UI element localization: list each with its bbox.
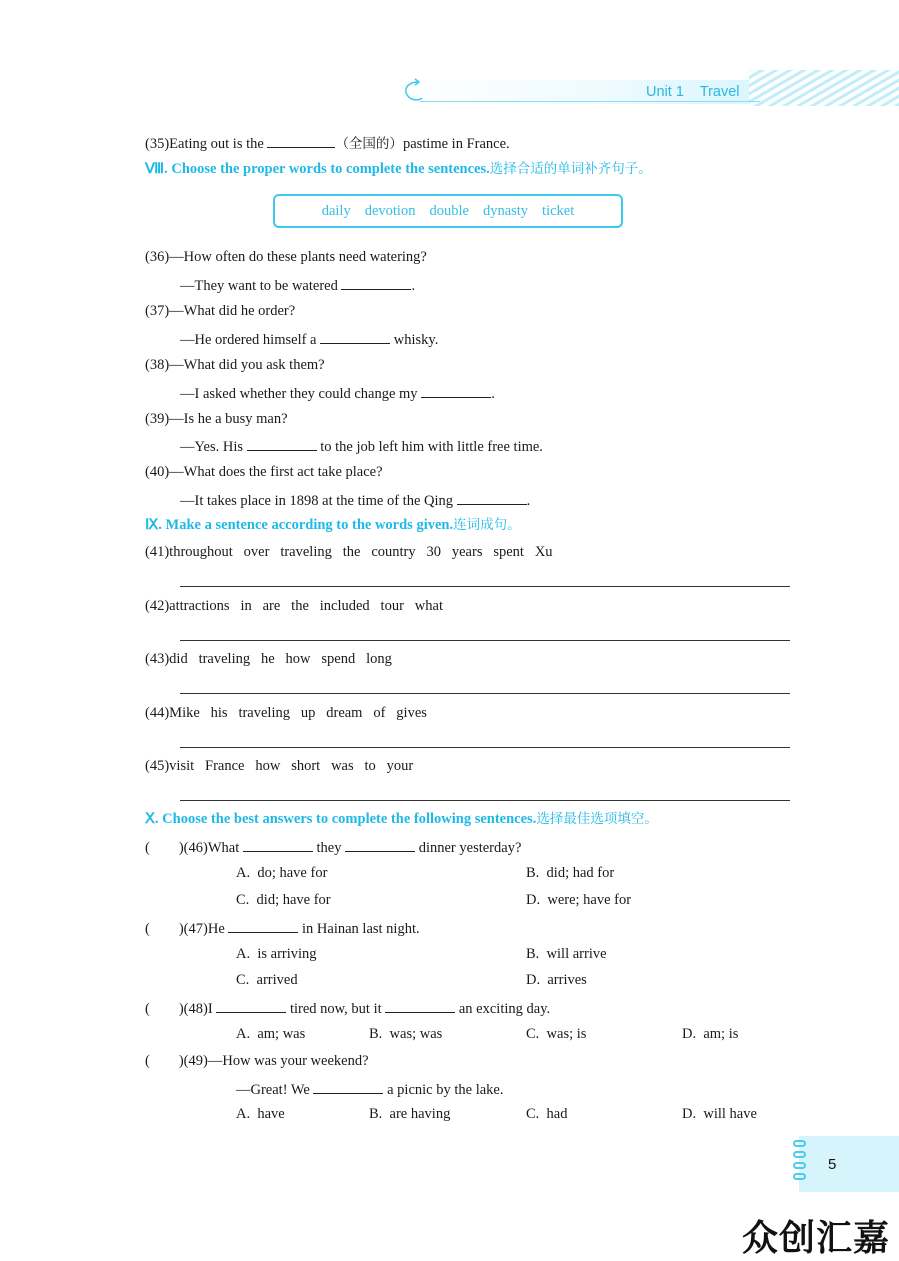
answer-text: —It takes place in 1898 at the time of the Qing bbox=[180, 493, 454, 509]
chinese-hint: （全国的） bbox=[335, 136, 403, 152]
answer-paren[interactable]: ( ) bbox=[145, 921, 184, 937]
question-40 bbox=[145, 463, 383, 481]
question-48 bbox=[145, 998, 550, 1018]
answer-blank[interactable] bbox=[457, 490, 527, 505]
option-48-d[interactable]: D. am; is bbox=[682, 1026, 739, 1042]
section-8-title bbox=[145, 160, 652, 178]
answer-blank bbox=[313, 1079, 383, 1094]
unit-label bbox=[646, 84, 740, 100]
question-text: —Is he a busy man? bbox=[169, 411, 288, 427]
section-title-en: Ⅸ. Make a sentence according to the words given. bbox=[145, 517, 454, 533]
word-bank-item: daily bbox=[321, 202, 351, 219]
word-bank-item: ticket bbox=[542, 202, 575, 219]
answer-37 bbox=[180, 329, 438, 349]
question-37 bbox=[145, 302, 295, 320]
question-text: —How often do these plants need watering? bbox=[169, 249, 427, 265]
answer-39 bbox=[180, 436, 543, 456]
section-title-cn: 选择最佳选项填空。 bbox=[536, 811, 658, 827]
answer-blank bbox=[345, 837, 415, 852]
option-47-b[interactable]: B. will arrive bbox=[526, 946, 607, 962]
question-45 bbox=[145, 757, 413, 775]
unit-title: Travel bbox=[699, 84, 740, 100]
scrambled-words: attractions in are the included tour what bbox=[169, 598, 443, 614]
answer-line-43[interactable] bbox=[180, 693, 790, 694]
question-number: (48) bbox=[183, 1001, 208, 1017]
option-49-c[interactable]: C. had bbox=[526, 1106, 568, 1122]
watermark-logo: 众创汇嘉 bbox=[742, 1218, 891, 1259]
answer-blank[interactable] bbox=[341, 275, 411, 290]
question-text: —What does the first act take place? bbox=[169, 464, 383, 480]
option-46-b[interactable]: B. did; had for bbox=[526, 865, 615, 881]
page-number: 5 bbox=[828, 1156, 837, 1173]
scrambled-words: did traveling he how spend long bbox=[169, 651, 392, 667]
answer-36 bbox=[180, 275, 415, 295]
answer-text: —He ordered himself a bbox=[180, 332, 317, 348]
option-48-a[interactable]: A. am; was bbox=[236, 1026, 306, 1042]
question-38 bbox=[145, 356, 325, 374]
question-text: an exciting day. bbox=[458, 1001, 551, 1017]
word-bank bbox=[273, 194, 623, 228]
word-bank-item: dynasty bbox=[482, 202, 529, 219]
answer-blank[interactable] bbox=[247, 436, 317, 451]
question-number: (43) bbox=[145, 651, 170, 667]
answer-text: . bbox=[526, 493, 531, 509]
option-46-c[interactable]: C. did; have for bbox=[236, 892, 331, 908]
answer-paren[interactable]: ( ) bbox=[145, 1001, 184, 1017]
answer-line-45[interactable] bbox=[180, 800, 790, 801]
answer-line-42[interactable] bbox=[180, 640, 790, 641]
question-number: (44) bbox=[145, 705, 170, 721]
question-text: What bbox=[207, 840, 240, 856]
answer-text: . bbox=[411, 278, 416, 294]
decorative-dots bbox=[793, 1140, 809, 1184]
question-number: (49) bbox=[183, 1053, 208, 1069]
option-47-d[interactable]: D. arrives bbox=[526, 972, 587, 988]
option-48-b[interactable]: B. was; was bbox=[369, 1026, 443, 1042]
answer-text: to the job left him with little free time. bbox=[320, 439, 543, 455]
dot-shape bbox=[793, 1162, 806, 1169]
dot-shape bbox=[793, 1140, 806, 1147]
section-title-en: Ⅹ. Choose the best answers to complete the following sentences. bbox=[145, 811, 537, 827]
header-stripes bbox=[749, 70, 899, 106]
question-35 bbox=[145, 133, 510, 153]
question-text: Eating out is the bbox=[169, 136, 264, 152]
answer-blank[interactable] bbox=[320, 329, 390, 344]
answer-text: —They want to be watered bbox=[180, 278, 338, 294]
answer-38 bbox=[180, 383, 495, 403]
question-number: (39) bbox=[145, 411, 170, 427]
question-43 bbox=[145, 650, 392, 668]
answer-blank bbox=[243, 837, 313, 852]
question-42 bbox=[145, 597, 443, 615]
answer-paren[interactable]: ( ) bbox=[145, 840, 184, 856]
answer-line-44[interactable] bbox=[180, 747, 790, 748]
question-text: in Hainan last night. bbox=[302, 921, 420, 937]
answer-paren[interactable]: ( ) bbox=[145, 1053, 184, 1069]
answer-text: whisky. bbox=[393, 332, 439, 348]
answer-40 bbox=[180, 490, 530, 510]
answer-blank[interactable] bbox=[267, 133, 335, 148]
answer-text: —I asked whether they could change my bbox=[180, 386, 418, 402]
option-46-d[interactable]: D. were; have for bbox=[526, 892, 632, 908]
question-text: pastime in France. bbox=[402, 136, 510, 152]
question-number: (36) bbox=[145, 249, 170, 265]
answer-blank bbox=[216, 998, 286, 1013]
question-47 bbox=[145, 918, 420, 938]
answer-49 bbox=[236, 1079, 503, 1099]
section-10-title bbox=[145, 810, 658, 828]
question-49 bbox=[145, 1052, 369, 1070]
section-9-title bbox=[145, 516, 521, 534]
question-text: dinner yesterday? bbox=[418, 840, 522, 856]
option-48-c[interactable]: C. was; is bbox=[526, 1026, 587, 1042]
question-44 bbox=[145, 704, 427, 722]
question-number: (41) bbox=[145, 544, 170, 560]
answer-line-41[interactable] bbox=[180, 586, 790, 587]
answer-text: —Great! We bbox=[236, 1082, 310, 1098]
question-number: (46) bbox=[183, 840, 208, 856]
dot-shape bbox=[793, 1151, 806, 1158]
question-number: (37) bbox=[145, 303, 170, 319]
answer-text: . bbox=[491, 386, 495, 402]
scrambled-words: visit France how short was to your bbox=[169, 758, 414, 774]
question-number: (35) bbox=[145, 136, 170, 152]
answer-text: a picnic by the lake. bbox=[387, 1082, 504, 1098]
question-46 bbox=[145, 837, 521, 857]
question-number: (42) bbox=[145, 598, 170, 614]
question-41 bbox=[145, 543, 553, 561]
option-49-a[interactable]: A. have bbox=[236, 1106, 285, 1122]
section-title-cn: 选择合适的单词补齐句子。 bbox=[489, 161, 652, 177]
unit-number: Unit 1 bbox=[646, 84, 684, 100]
question-text: —How was your weekend? bbox=[207, 1053, 369, 1069]
page-number-box bbox=[799, 1136, 899, 1192]
answer-text: —Yes. His bbox=[180, 439, 243, 455]
option-47-c[interactable]: C. arrived bbox=[236, 972, 298, 988]
answer-blank bbox=[385, 998, 455, 1013]
question-text: they bbox=[316, 840, 342, 856]
header-rule bbox=[420, 101, 760, 102]
question-number: (38) bbox=[145, 357, 170, 373]
question-36 bbox=[145, 248, 427, 266]
question-text: —What did he order? bbox=[169, 303, 296, 319]
dot-shape bbox=[793, 1173, 806, 1180]
question-text: —What did you ask them? bbox=[169, 357, 325, 373]
question-number: (40) bbox=[145, 464, 170, 480]
option-46-a[interactable]: A. do; have for bbox=[236, 865, 328, 881]
question-text: He bbox=[207, 921, 225, 937]
question-number: (47) bbox=[183, 921, 208, 937]
option-47-a[interactable]: A. is arriving bbox=[236, 946, 317, 962]
word-bank-item: double bbox=[429, 202, 469, 219]
answer-blank bbox=[228, 918, 298, 933]
question-text: tired now, but it bbox=[289, 1001, 382, 1017]
word-bank-item: devotion bbox=[364, 202, 416, 219]
answer-blank[interactable] bbox=[421, 383, 491, 398]
section-title-cn: 连词成句。 bbox=[453, 517, 521, 533]
question-39 bbox=[145, 410, 288, 428]
scrambled-words: Mike his traveling up dream of gives bbox=[169, 705, 427, 721]
option-49-b[interactable]: B. are having bbox=[369, 1106, 451, 1122]
question-text: I bbox=[207, 1001, 213, 1017]
section-title-en: Ⅷ. Choose the proper words to complete the sentences. bbox=[145, 161, 490, 177]
question-number: (45) bbox=[145, 758, 170, 774]
option-49-d[interactable]: D. will have bbox=[682, 1106, 757, 1122]
scrambled-words: throughout over traveling the country 30 years spent Xu bbox=[169, 544, 553, 560]
